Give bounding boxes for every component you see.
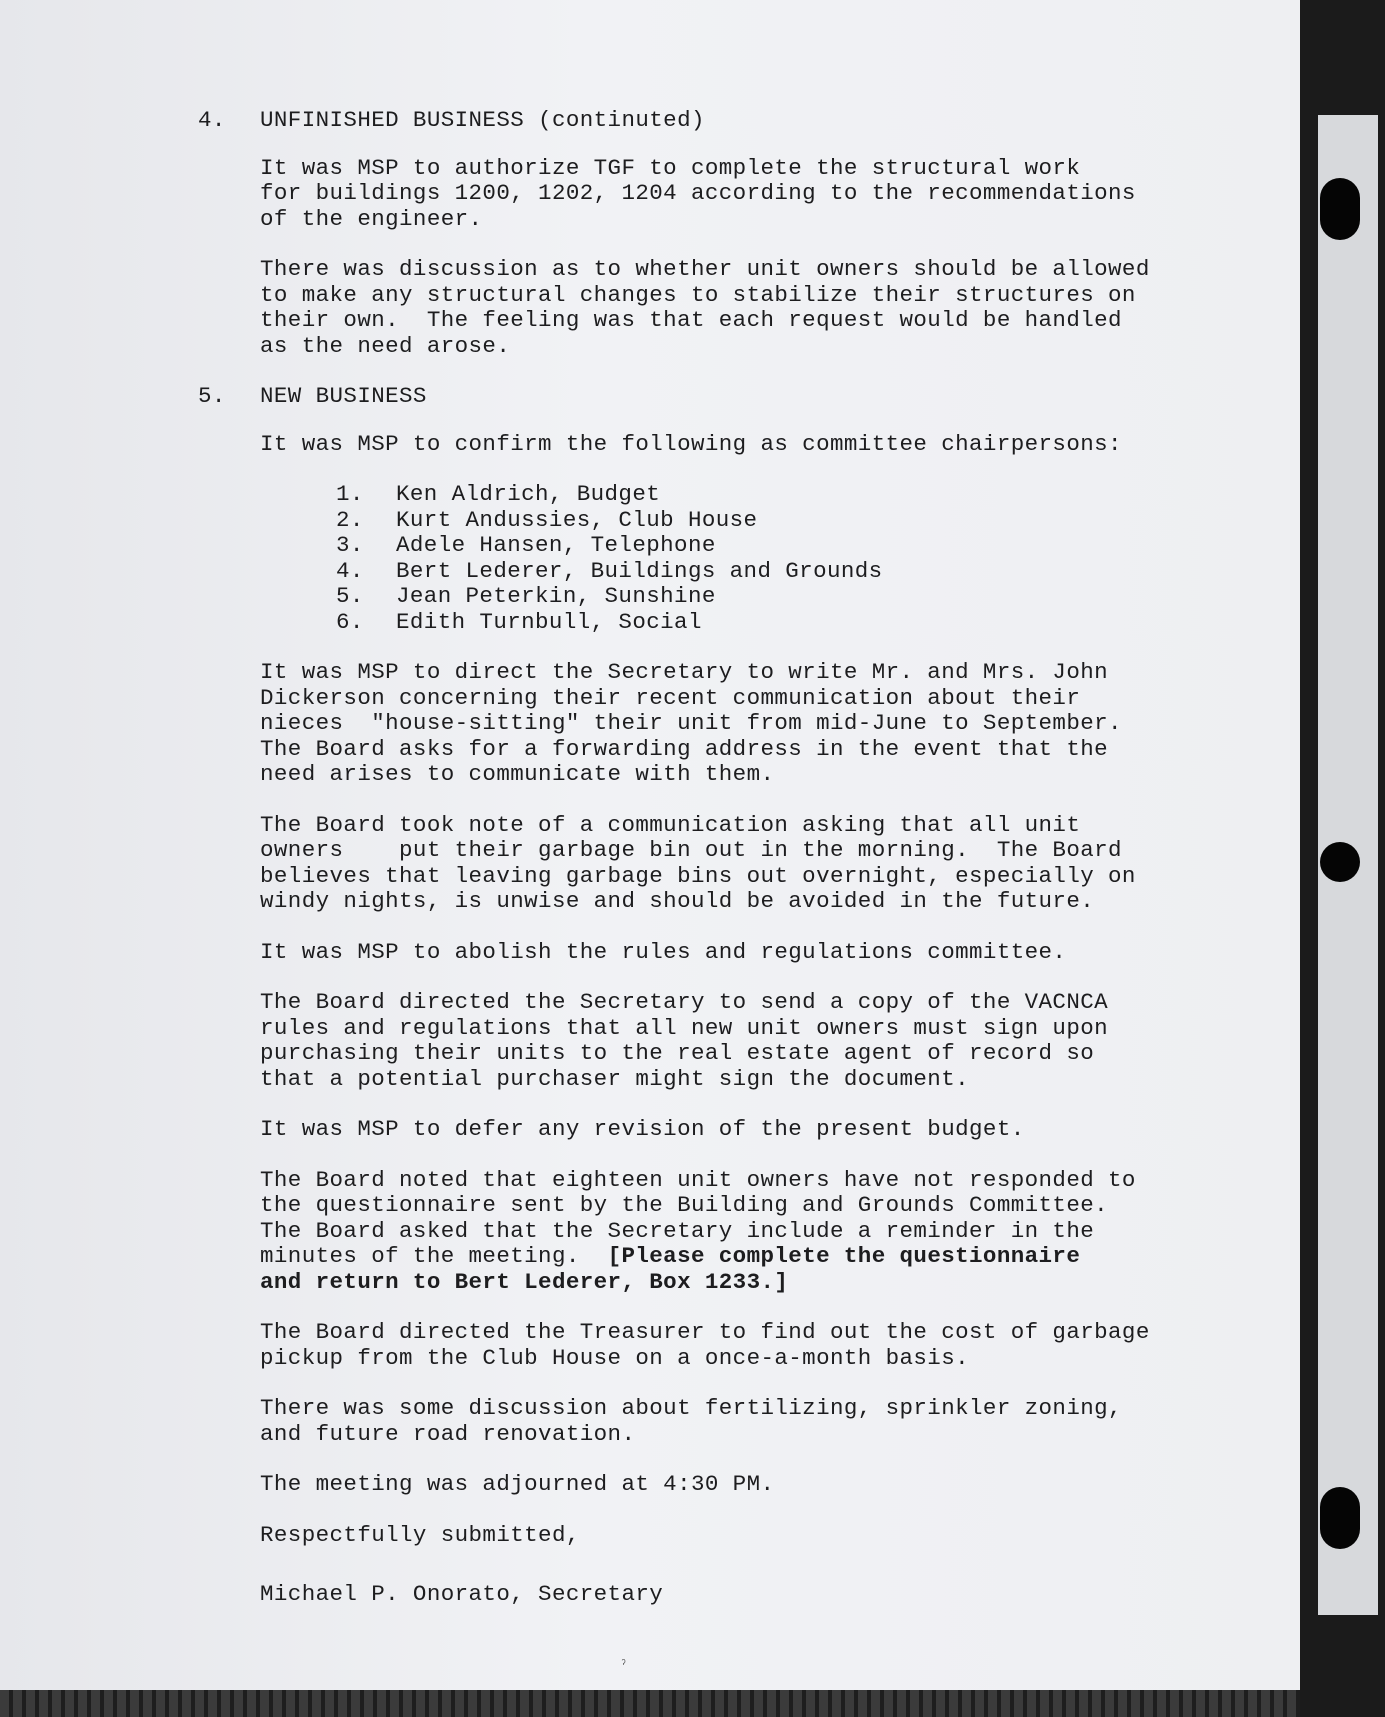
paragraph-structural-work: It was MSP to authorize TGF to complete the structural work for buildings 1200, 1202, 1204 according to the recommendations of the engineer.	[260, 154, 1136, 232]
list-number: 3.	[336, 532, 364, 558]
paragraph-garbage-bins: The Board took note of a communication asking that all unit owners put their garbage bin out in the morning. The Board believes that leaving garbage bins out overnight, especially on windy nights, is unwise and should be avoided in the future.	[260, 811, 1136, 914]
list-text: Jean Peterkin, Sunshine	[396, 583, 716, 609]
list-item	[336, 610, 1258, 636]
section-number: 5.	[198, 383, 226, 409]
list-item	[336, 584, 1258, 610]
chairpersons-list	[336, 482, 1258, 635]
section-title: UNFINISHED BUSINESS (continuted)	[260, 107, 705, 133]
paragraph-adjourned: The meeting was adjourned at 4:30 PM.	[260, 1471, 775, 1497]
section-number: 4.	[198, 107, 226, 133]
section-heading-new-business	[198, 384, 1258, 410]
list-item	[336, 559, 1258, 585]
page-mark: ˀ	[620, 1658, 628, 1672]
section-heading-unfinished-business	[198, 108, 1258, 134]
paragraph-fertilizing: There was some discussion about fertilizing, sprinkler zoning, and future road renovation.	[260, 1395, 1122, 1447]
punch-hole-top	[1320, 178, 1360, 240]
paragraph-dickerson: It was MSP to direct the Secretary to write Mr. and Mrs. John Dickerson concerning their recent communication about their nieces "house-sitting" their unit from mid-June to September. The Board asks for a forwarding address in the event that the need arises to communicate with them.	[260, 659, 1122, 787]
questionnaire-reminder: [Please complete the questionnaire and return to Bert Lederer, Box 1233.]	[260, 1243, 1081, 1295]
paragraph-garbage-pickup: The Board directed the Treasurer to find out the cost of garbage pickup from the Club House on a once-a-month basis.	[260, 1319, 1150, 1371]
list-text: Edith Turnbull, Social	[396, 608, 702, 635]
list-text: Bert Lederer, Buildings and Grounds	[396, 557, 883, 584]
paragraph-questionnaire	[260, 1168, 1258, 1296]
paragraph-vacnca-rules: The Board directed the Secretary to send a copy of the VACNCA rules and regulations that all new unit owners must sign upon purchasing their units to the real estate agent of record so that a potential purchaser might sign the document.	[260, 989, 1109, 1092]
list-number: 2.	[336, 506, 364, 533]
list-number: 1.	[336, 481, 364, 507]
paragraph-abolish-committee: It was MSP to abolish the rules and regulations committee.	[260, 938, 1067, 965]
paragraph-chairpersons-intro: It was MSP to confirm the following as committee chairpersons:	[260, 430, 1122, 457]
list-number: 4.	[336, 557, 364, 584]
list-item	[336, 533, 1258, 559]
list-item	[336, 508, 1258, 534]
list-text: Adele Hansen, Telephone	[396, 532, 716, 558]
paragraph-structural-discussion: There was discussion as to whether unit owners should be allowed to make any structural changes to stabilize their structures on their own. The feeling was that each request would be handled as the need arose.	[260, 256, 1150, 359]
document-content	[198, 108, 1258, 1633]
punch-hole-middle	[1320, 842, 1360, 882]
paragraph-defer-budget: It was MSP to defer any revision of the present budget.	[260, 1116, 1025, 1142]
list-item	[336, 482, 1258, 508]
signature: Michael P. Onorato, Secretary	[260, 1581, 664, 1607]
list-text: Ken Aldrich, Budget	[396, 481, 661, 507]
list-number: 6.	[336, 608, 364, 635]
punch-hole-bottom	[1320, 1487, 1360, 1549]
list-number: 5.	[336, 583, 364, 609]
section-title: NEW BUSINESS	[260, 383, 427, 409]
list-text: Kurt Andussies, Club House	[396, 506, 758, 533]
questionnaire-text: The Board noted that eighteen unit owners have not responded to the questionnaire sent by the Building and Grounds Committee. The Board asked that the Secretary include a reminder in the minutes of the meeting.	[260, 1166, 1136, 1269]
closing: Respectfully submitted,	[260, 1521, 580, 1548]
binder-bottom-edge	[0, 1690, 1300, 1717]
